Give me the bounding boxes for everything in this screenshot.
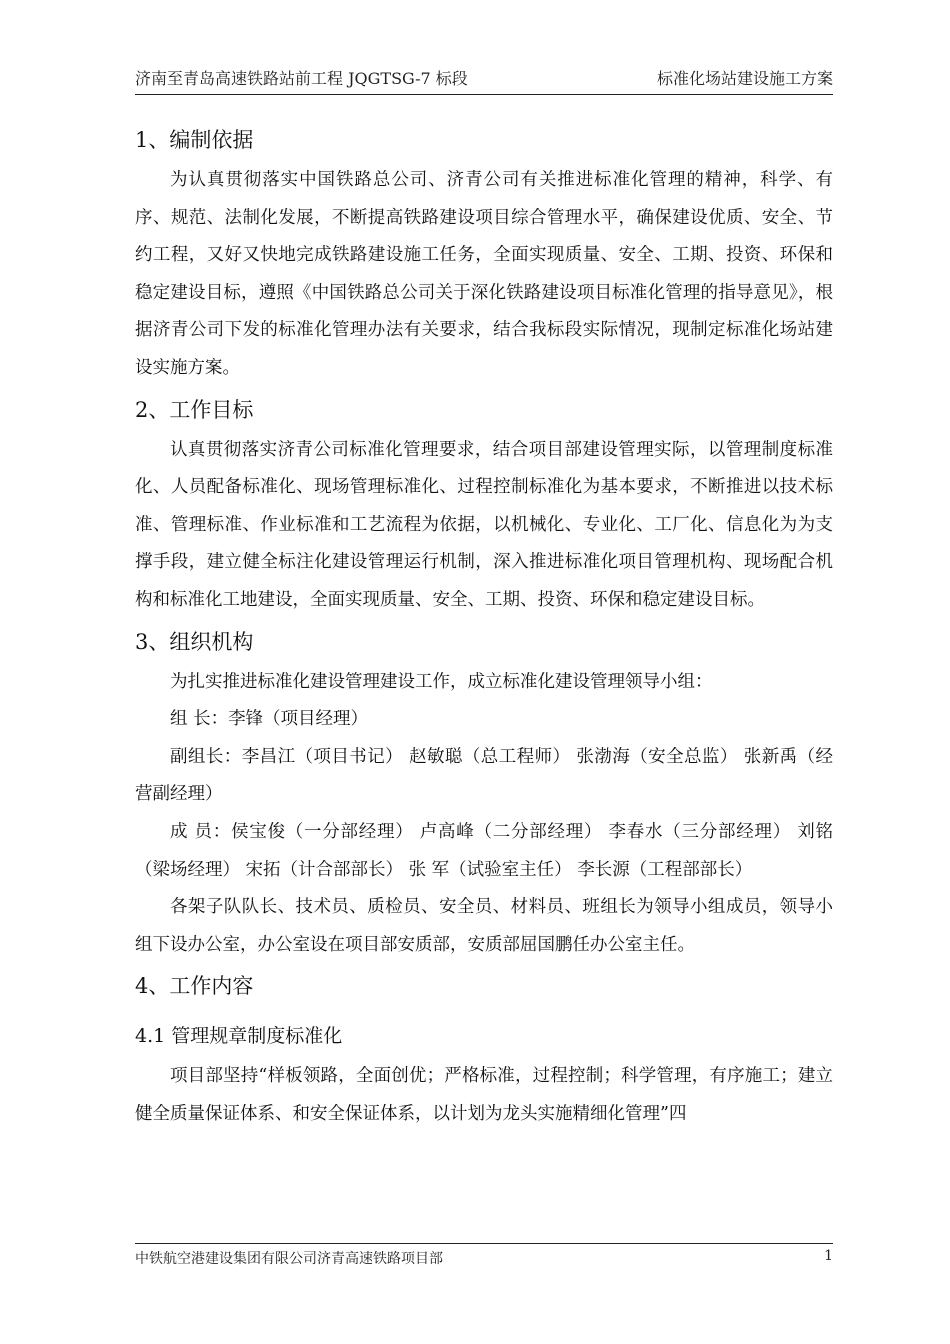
members-line: 成 员：侯宝俊（一分部经理） 卢高峰（二分部经理） 李春水（三分部经理） 刘铭（梁场经理） 宋拓（计合部部长） 张 军（试验室主任） 李长源（工程部部长） — [135, 821, 833, 880]
header-project-title: 济南至青岛高速铁路站前工程 JQGTSG-7 标段 — [135, 69, 468, 88]
header-divider — [135, 94, 833, 95]
section-2-heading: 2、工作目标 — [135, 397, 254, 422]
subsection-4-1-heading: 4.1 管理规章制度标准化 — [135, 1025, 343, 1048]
page-number: 1 — [824, 1248, 833, 1264]
group-leader-line: 组 长：李锋（项目经理） — [170, 709, 369, 730]
section-2-paragraph: 认真贯彻落实济青公司标准化管理要求，结合项目部建设管理实际，以管理制度标准化、人员配备标准化、现场管理标准化、过程控制标准化为基本要求，不断推进以技术标准、管理标准、作业标准和工艺流程为依据，以机械化、专业化、工厂化、信息化为为支撑手段，建立健全标注化建设管理运行机制，深入推进标准化项目管理机构、现场配合机构和标准化工地建设，全面实现质量、安全、工期、投资、环保和稳定建设目标。 — [135, 439, 833, 610]
section-3-intro: 为扎实推进标准化建设管理建设工作，成立标准化建设管理领导小组： — [170, 671, 713, 692]
header-document-title: 标准化场站建设施工方案 — [656, 69, 833, 88]
subsection-4-1-paragraph: 项目部坚持“样板领路，全面创优；严格标准，过程控制；科学管理，有序施工；建立健全质量保证体系、和安全保证体系，以计划为龙头实施精细化管理”四 — [135, 1066, 833, 1124]
page-footer — [135, 1248, 833, 1268]
footer-company: 中铁航空港建设集团有限公司济青高速铁路项目部 — [135, 1251, 443, 1267]
section-1-heading: 1、编制依据 — [135, 128, 254, 152]
office-paragraph: 各架子队队长、技术员、质检员、安全员、材料员、班组长为领导小组成员，领导小组下设办公室，办公室设在项目部安质部，安质部屈国鹏任办公室主任。 — [135, 897, 833, 955]
section-1-paragraph: 为认真贯彻落实中国铁路总公司、济青公司有关推进标准化管理的精神，科学、有序、规范、法制化发展，不断提高铁路建设项目综合管理水平，确保建设优质、安全、节约工程，又好又快地完成铁路建设施工任务，全面实现质量、安全、工期、投资、环保和稳定建设目标，遵照《中国铁路总公司关于深化铁路建设项目标准化管理的指导意见》，根据济青公司下发的标准化管理办法有关要求，结合我标段实际情况，现制定标准化场站建设实施方案。 — [135, 170, 833, 378]
page-header — [135, 66, 833, 94]
footer-divider — [135, 1243, 833, 1244]
deputy-leaders-line: 副组长：李昌江（项目书记） 赵敏聪（总工程师） 张渤海（安全总监） 张新禹（经营副经理） — [135, 746, 833, 805]
section-4-heading: 4、工作内容 — [135, 974, 254, 999]
document-body — [135, 118, 833, 1133]
section-3-heading: 3、组织机构 — [135, 629, 254, 654]
